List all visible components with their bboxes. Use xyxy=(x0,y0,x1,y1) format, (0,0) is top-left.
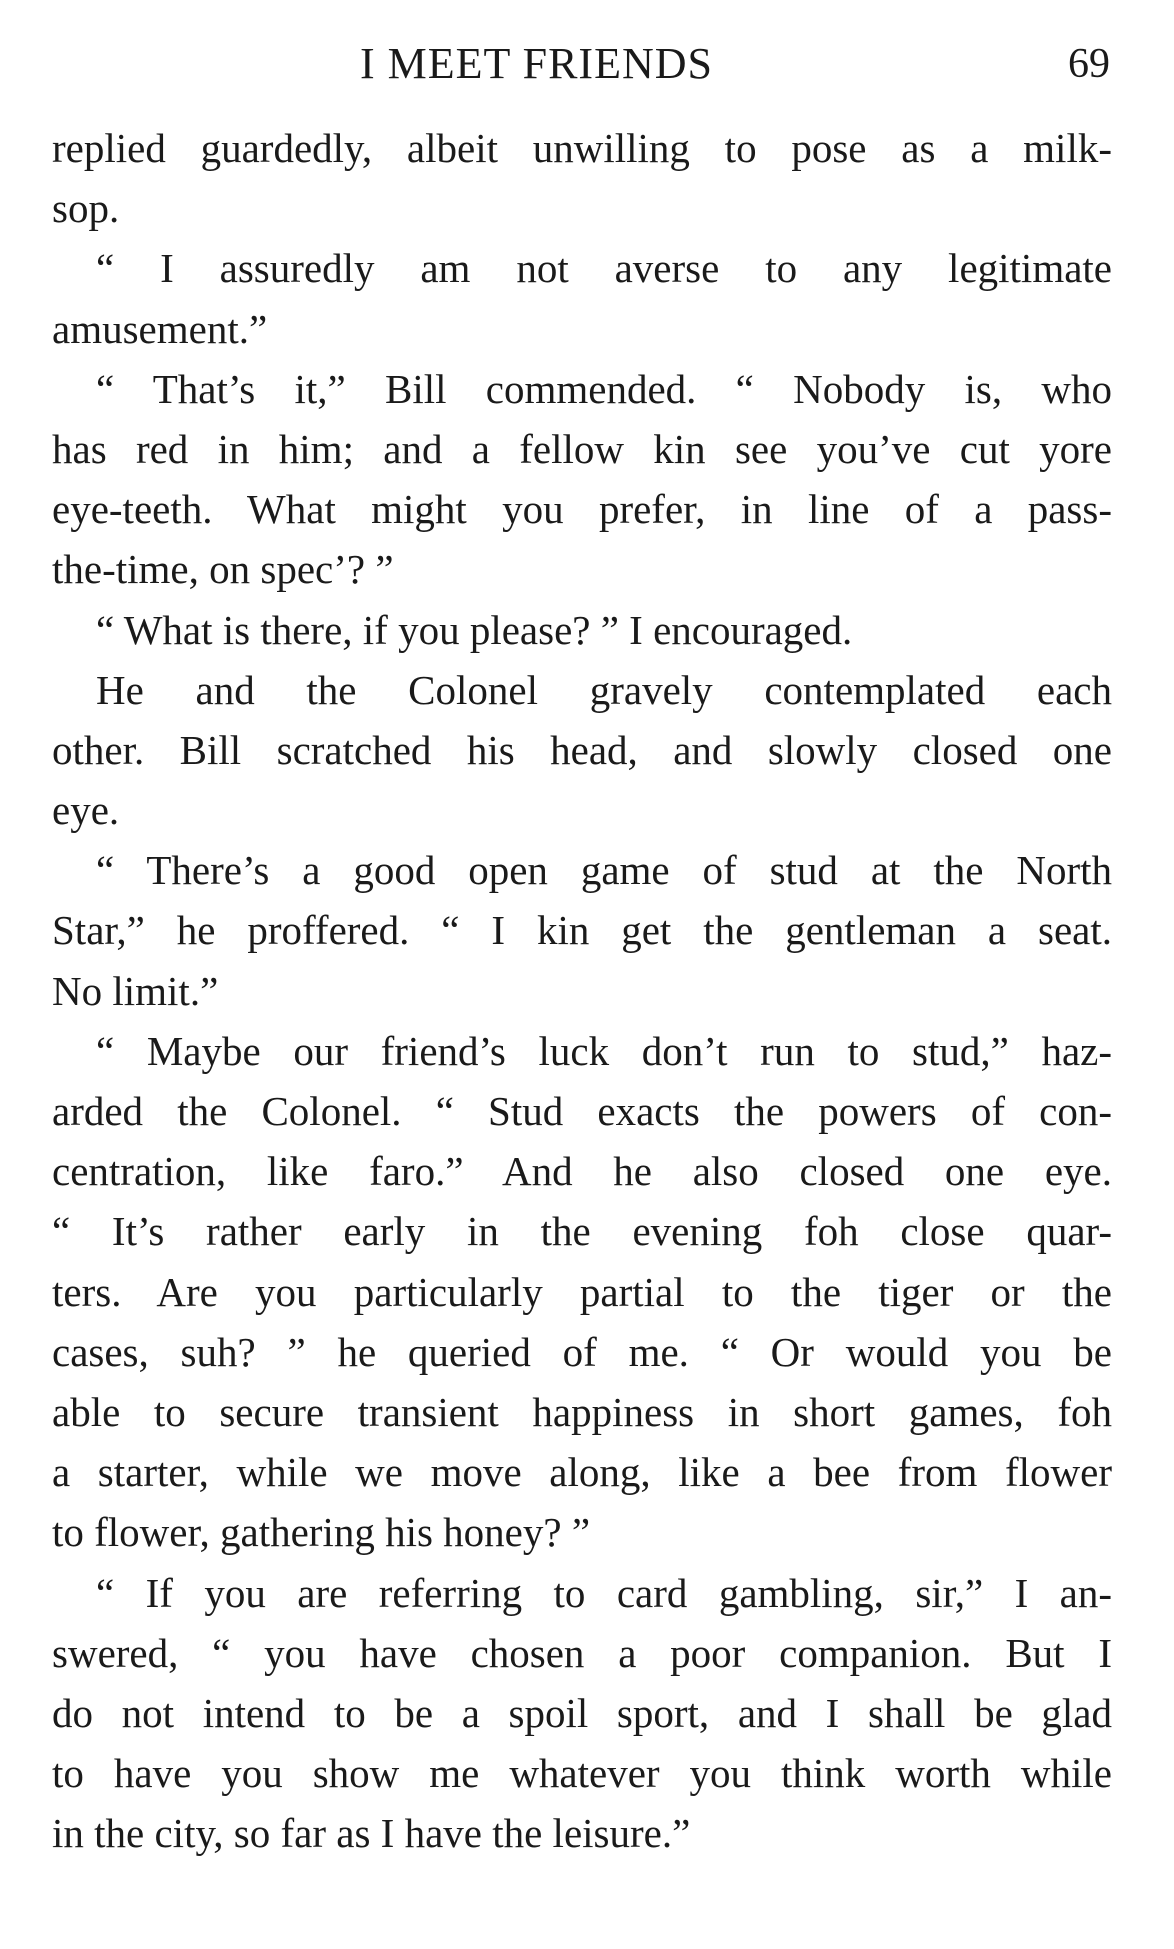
text-line: swered, “ you have chosen a poor companion. But I xyxy=(52,1629,1112,1676)
text-line: to have you show me whatever you think worth while xyxy=(52,1750,1112,1797)
text-line: has red in him; and a fellow kin see you’ve cut yore xyxy=(52,425,1112,472)
running-title: I MEET FRIENDS xyxy=(360,39,713,88)
text-line: ters. Are you particularly partial to the tiger or the xyxy=(52,1268,1112,1315)
text-line: “ I assuredly am not averse to any legitimate xyxy=(96,245,1112,292)
text-line: eye. xyxy=(52,787,120,834)
text-line: amusement.” xyxy=(52,305,268,352)
text-line: cases, suh? ” he queried of me. “ Or would you be xyxy=(52,1328,1112,1375)
text-line: the-time, on spec’? ” xyxy=(52,546,394,593)
page-number: 69 xyxy=(1068,41,1110,87)
text-line: “ Maybe our friend’s luck don’t run to stud,” haz- xyxy=(96,1027,1112,1074)
page-header xyxy=(0,30,1174,90)
text-line: a starter, while we move along, like a bee from flower xyxy=(52,1449,1112,1496)
text-line: other. Bill scratched his head, and slowly closed one xyxy=(52,726,1112,773)
text-line: to flower, gathering his honey? ” xyxy=(52,1509,591,1556)
text-line: centration, like faro.” And he also closed one eye. xyxy=(52,1148,1112,1195)
text-line: replied guardedly, albeit unwilling to pose as a milk- xyxy=(52,125,1112,171)
text-line: “ There’s a good open game of stud at the North xyxy=(96,847,1112,894)
text-line: Star,” he proffered. “ I kin get the gentleman a seat. xyxy=(52,907,1112,954)
text-line: able to secure transient happiness in short games, foh xyxy=(52,1388,1112,1435)
text-line: eye-teeth. What might you prefer, in line of a pass- xyxy=(52,486,1112,533)
text-line: arded the Colonel. “ Stud exacts the powers of con- xyxy=(52,1088,1112,1134)
text-line: sop. xyxy=(52,185,120,232)
text-line: do not intend to be a spoil sport, and I shall be glad xyxy=(52,1689,1112,1736)
text-line: “ What is there, if you please? ” I encouraged. xyxy=(96,606,853,653)
text-line: in the city, so far as I have the leisure.” xyxy=(52,1810,691,1857)
text-line: No limit.” xyxy=(52,967,219,1014)
text-line: He and the Colonel gravely contemplated each xyxy=(96,666,1112,713)
text-line: “ That’s it,” Bill commended. “ Nobody is, who xyxy=(96,365,1112,412)
text-line: “ It’s rather early in the evening foh close quar- xyxy=(52,1208,1112,1255)
text-line: “ If you are referring to card gambling, sir,” I an- xyxy=(96,1569,1112,1616)
body-text xyxy=(52,118,1112,1863)
